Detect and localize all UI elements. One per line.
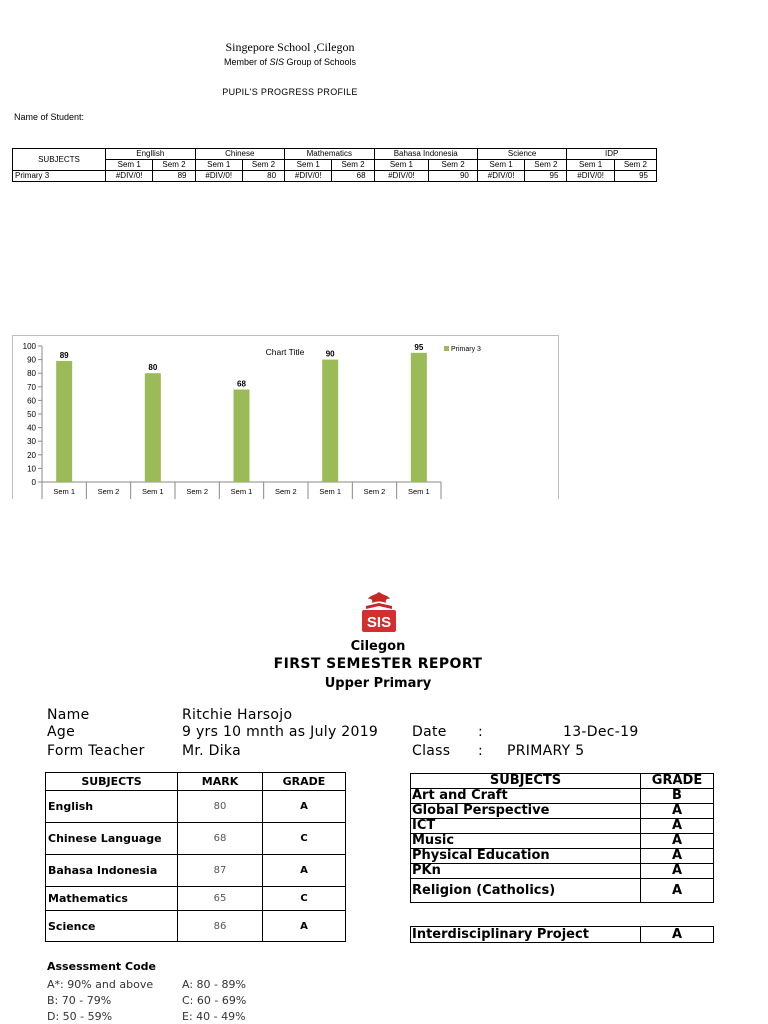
table-row	[411, 789, 714, 804]
subject-cell: Bahasa Indonesia	[46, 855, 178, 887]
marks-subjects-header: SUBJECTS	[46, 773, 178, 791]
score-cell: #DIV/0!	[285, 171, 332, 182]
school-membership	[0, 57, 580, 67]
profile-title: PUPIL'S PROGRESS PROFILE	[222, 87, 358, 97]
score-cell: #DIV/0!	[567, 171, 614, 182]
score-cell: #DIV/0!	[195, 171, 242, 182]
table-row	[46, 911, 346, 942]
marks-grade-header: GRADE	[263, 773, 346, 791]
x-tick-label: Sem 1	[230, 487, 253, 496]
idp-subject: Interdisciplinary Project	[411, 927, 641, 943]
report-title: FIRST SEMESTER REPORT	[273, 656, 483, 672]
score-cell: 95	[614, 171, 656, 182]
date-value: 13-Dec-19	[563, 724, 639, 740]
membership-suffix: Group of Schools	[283, 57, 357, 67]
class-colon: :	[478, 743, 484, 759]
subject-cell: PKn	[411, 864, 641, 879]
y-tick-label: 100	[22, 342, 36, 351]
subject-header: Chinese	[195, 149, 285, 160]
y-tick-label: 80	[27, 369, 36, 379]
name-value: Ritchie Harsojo	[182, 707, 293, 723]
bar	[234, 390, 250, 482]
score-cell: 68	[332, 171, 374, 182]
score-cell: 89	[153, 171, 195, 182]
subject-cell: Science	[46, 911, 178, 942]
score-cell: 90	[429, 171, 478, 182]
sem-header: Sem 1	[477, 160, 524, 171]
bar	[322, 360, 338, 482]
grade-cell: A	[641, 879, 714, 903]
report-subtitle: Upper Primary	[324, 676, 432, 691]
class-value: PRIMARY 5	[507, 743, 585, 759]
y-tick-label: 90	[27, 355, 36, 365]
grade-cell: A	[263, 791, 346, 823]
logo-text: SIS	[366, 614, 392, 631]
table-row	[13, 171, 657, 182]
table-row	[46, 887, 346, 911]
x-tick-label: Sem 2	[363, 487, 386, 496]
report-city: Cilegon	[350, 639, 406, 654]
subject-header: Bahasa Indonesia	[374, 149, 477, 160]
data-label: 89	[59, 350, 69, 360]
semester-scores-table	[12, 148, 657, 182]
data-label: 68	[237, 379, 246, 389]
grade-cell: A	[263, 855, 346, 887]
mark-cell: 65	[178, 887, 263, 911]
bar-chart	[13, 336, 558, 499]
score-cell: #DIV/0!	[477, 171, 524, 182]
y-tick-label: 10	[27, 464, 36, 474]
marks-table	[45, 772, 346, 942]
table-row	[46, 791, 346, 823]
grades-grade-header: GRADE	[641, 774, 714, 789]
subject-header: IDP	[567, 149, 657, 160]
age-value: 9 yrs 10 mnth as July 2019	[182, 724, 379, 740]
grade-cell: A	[641, 834, 714, 849]
membership-prefix: Member of	[223, 57, 270, 67]
y-tick-label: 70	[27, 382, 36, 392]
form-teacher-label: Form Teacher	[47, 743, 145, 759]
subject-cell: Music	[411, 834, 641, 849]
table-row	[411, 849, 714, 864]
sem-header: Sem 2	[153, 160, 195, 171]
assessment-code-title: Assessment Code	[47, 960, 156, 973]
grade-cell: B	[641, 789, 714, 804]
y-tick-label: 40	[27, 423, 36, 433]
marks-mark-header: MARK	[178, 773, 263, 791]
sem-header: Sem 1	[567, 160, 614, 171]
grade-cell: A	[641, 819, 714, 834]
bar	[145, 373, 161, 482]
mark-cell: 87	[178, 855, 263, 887]
table-row	[411, 834, 714, 849]
legend-label: Primary 3	[451, 346, 481, 353]
sem-header: Sem 1	[285, 160, 332, 171]
x-tick-label: Sem 1	[407, 487, 430, 496]
assessment-code-item: A: 80 - 89%	[182, 978, 246, 991]
mark-cell: 68	[178, 823, 263, 855]
subject-cell: ICT	[411, 819, 641, 834]
assessment-code-item: C: 60 - 69%	[182, 994, 247, 1007]
subject-cell: Religion (Catholics)	[411, 879, 641, 903]
y-tick-label: 30	[27, 437, 36, 447]
name-label: Name	[47, 707, 90, 723]
sis-logo	[358, 590, 400, 638]
table-row	[411, 864, 714, 879]
y-tick-label: 50	[27, 410, 36, 419]
grade-cell: A	[641, 864, 714, 879]
subject-cell: Global Perspective	[411, 804, 641, 819]
assessment-code-item: E: 40 - 49%	[182, 1010, 246, 1023]
subject-cell: Mathematics	[46, 887, 178, 911]
grade-cell: A	[641, 804, 714, 819]
legend-swatch	[444, 346, 449, 351]
subject-cell: Chinese Language	[46, 823, 178, 855]
age-label: Age	[47, 724, 75, 740]
y-tick-label: 60	[27, 396, 36, 406]
idp-grade: A	[641, 927, 714, 943]
table-row	[46, 855, 346, 887]
data-label: 80	[148, 363, 158, 373]
grade-cell: C	[263, 887, 346, 911]
data-label: 95	[414, 342, 424, 352]
subject-header: Engllish	[106, 149, 196, 160]
table-row	[411, 819, 714, 834]
subject-cell: Art and Craft	[411, 789, 641, 804]
membership-group: SIS	[269, 57, 284, 67]
chart-title: Chart Title	[265, 347, 305, 357]
sem-header: Sem 1	[106, 160, 153, 171]
x-tick-label: Sem 1	[319, 487, 342, 496]
x-tick-label: Sem 2	[97, 487, 120, 496]
data-label: 90	[325, 349, 335, 359]
idp-table	[410, 926, 714, 943]
subject-header: Science	[477, 149, 567, 160]
sem-header: Sem 2	[525, 160, 567, 171]
subjects-header: SUBJECTS	[13, 149, 106, 171]
score-cell: 95	[525, 171, 567, 182]
score-cell: #DIV/0!	[374, 171, 429, 182]
grade-cell: C	[263, 823, 346, 855]
grades-subjects-header: SUBJECTS	[411, 774, 641, 789]
score-cell: 80	[242, 171, 284, 182]
y-tick-label: 0	[31, 478, 36, 487]
sem-header: Sem 1	[195, 160, 242, 171]
row-label: Primary 3	[13, 171, 106, 182]
assessment-code-item: B: 70 - 79%	[47, 994, 112, 1007]
sem-header: Sem 2	[242, 160, 284, 171]
date-colon: :	[478, 724, 484, 740]
date-label: Date	[412, 724, 447, 740]
bar	[56, 361, 72, 482]
form-teacher-value: Mr. Dika	[182, 743, 241, 759]
table-row	[411, 879, 714, 903]
other-grades-table	[410, 773, 714, 903]
grade-cell: A	[263, 911, 346, 942]
chart-area	[12, 335, 559, 499]
assessment-code-item: D: 50 - 59%	[47, 1010, 113, 1023]
score-cell: #DIV/0!	[106, 171, 153, 182]
student-name-label: Name of Student:	[14, 112, 85, 122]
mark-cell: 80	[178, 791, 263, 823]
sem-header: Sem 1	[374, 160, 429, 171]
sem-header: Sem 2	[332, 160, 374, 171]
table-row	[411, 804, 714, 819]
y-tick-label: 20	[27, 450, 36, 460]
grade-cell: A	[641, 849, 714, 864]
subject-cell: Physical Education	[411, 849, 641, 864]
assessment-code-item: A*: 90% and above	[47, 978, 154, 991]
subject-cell: English	[46, 791, 178, 823]
subject-header: Mathematics	[285, 149, 375, 160]
x-tick-label: Sem 2	[186, 487, 209, 496]
class-label: Class	[412, 743, 451, 759]
x-tick-label: Sem 1	[141, 487, 164, 496]
mark-cell: 86	[178, 911, 263, 942]
sem-header: Sem 2	[614, 160, 656, 171]
sem-header: Sem 2	[429, 160, 478, 171]
table-row	[46, 823, 346, 855]
table-row	[411, 927, 714, 943]
school-name: Singepore School ,Cilegon	[225, 40, 355, 54]
x-tick-label: Sem 1	[53, 487, 76, 496]
x-tick-label: Sem 2	[274, 487, 297, 496]
bar	[411, 353, 427, 482]
